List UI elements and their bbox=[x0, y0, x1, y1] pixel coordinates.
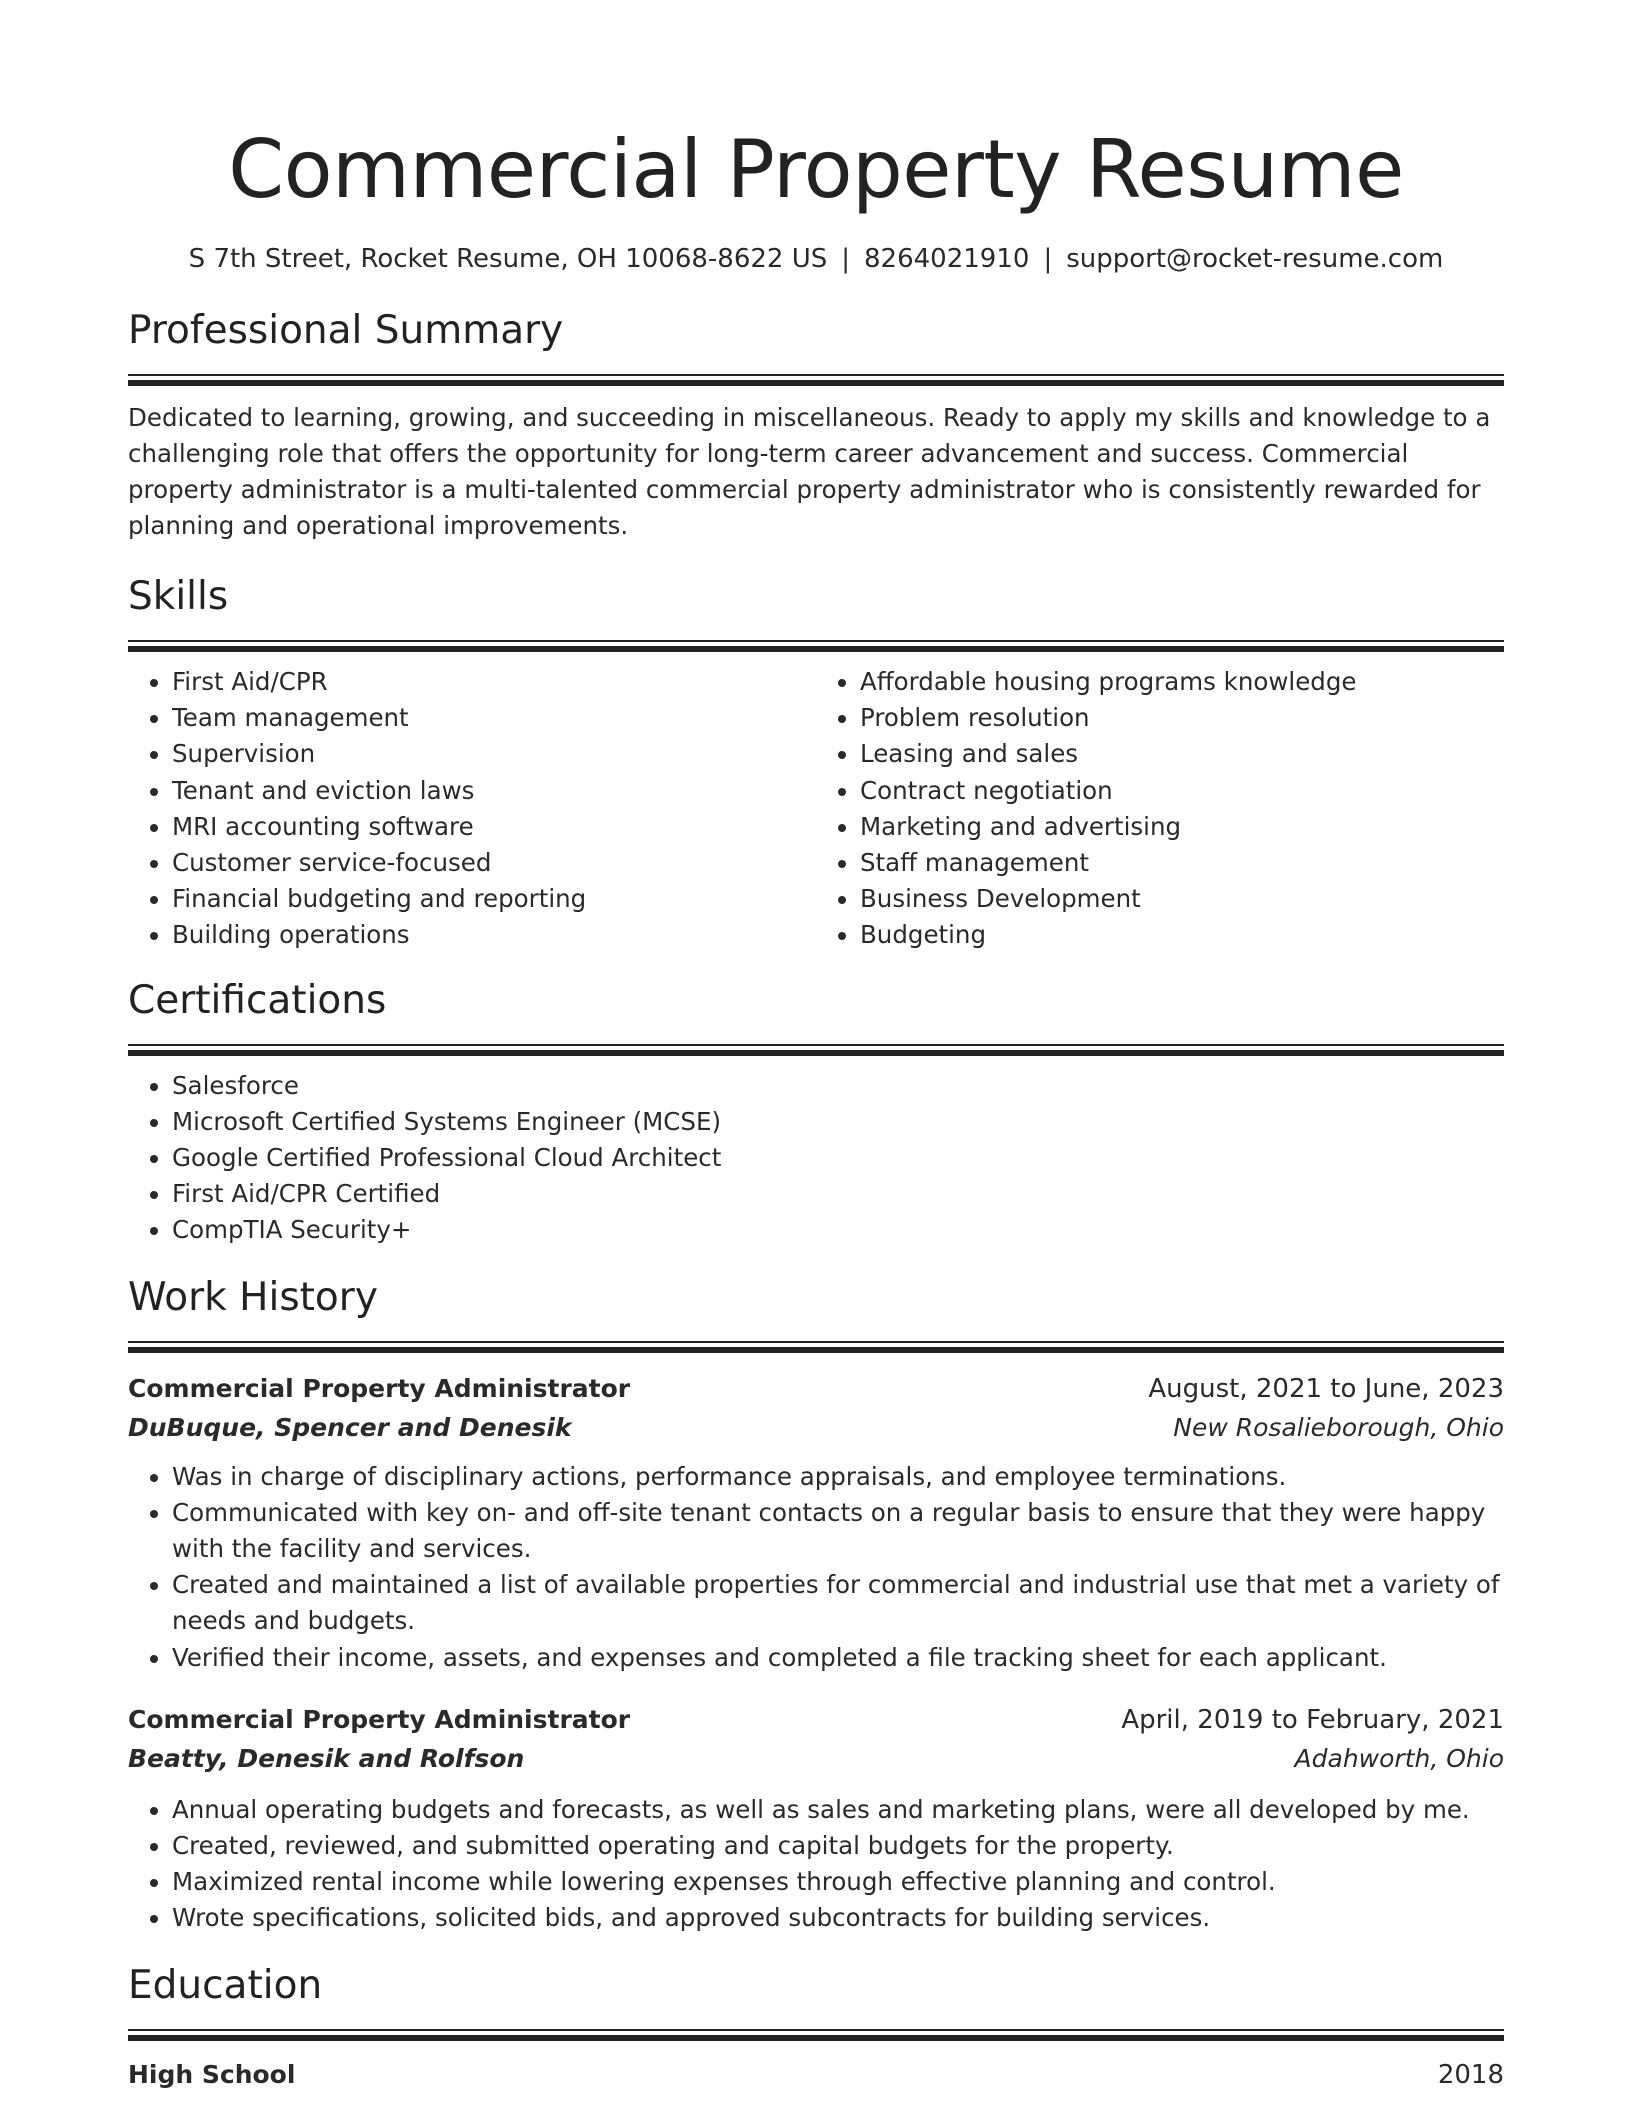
list-item: • Customer service-focused bbox=[172, 845, 816, 881]
section-divider bbox=[128, 374, 1504, 386]
job-company: Beatty, Denesik and Rolfson bbox=[128, 1743, 525, 1773]
list-item: • Tenant and eviction laws bbox=[172, 773, 816, 809]
job-subheader bbox=[128, 1409, 1504, 1447]
skills-list-left bbox=[128, 664, 816, 954]
contact-separator: | bbox=[841, 244, 851, 274]
list-item: • Building operations bbox=[172, 917, 816, 953]
work-history-section bbox=[128, 1273, 1504, 1937]
list-item: • Supervision bbox=[172, 736, 816, 772]
job-location: Adahworth, Ohio bbox=[1294, 1743, 1504, 1773]
list-item: • Google Certified Professional Cloud Architect bbox=[172, 1140, 1504, 1176]
resume-page bbox=[128, 0, 1504, 2095]
education-year: 2018 bbox=[1437, 2059, 1504, 2090]
list-item: • MRI accounting software bbox=[172, 809, 816, 845]
list-item: • Financial budgeting and reporting bbox=[172, 881, 816, 917]
job-header bbox=[128, 1369, 1504, 1409]
list-item: • First Aid/CPR bbox=[172, 664, 816, 700]
job-dates: August, 2021 to June, 2023 bbox=[1148, 1373, 1504, 1404]
contact-separator: | bbox=[1043, 244, 1053, 274]
list-item: • First Aid/CPR Certified bbox=[172, 1176, 1504, 1212]
job-location: New Rosalieborough, Ohio bbox=[1173, 1412, 1504, 1442]
job-header bbox=[128, 1700, 1504, 1740]
list-item: • Staff management bbox=[860, 845, 1504, 881]
skills-columns bbox=[128, 664, 1504, 954]
section-title-work-history: Work History bbox=[128, 1274, 378, 1320]
skills-list-right bbox=[816, 664, 1504, 954]
list-item: • Verified their income, assets, and expenses and completed a file tracking sheet for each applicant. bbox=[172, 1640, 1504, 1676]
list-item: • Microsoft Certified Systems Engineer (MCSE) bbox=[172, 1104, 1504, 1140]
job-company: DuBuque, Spencer and Denesik bbox=[128, 1412, 572, 1442]
skills-section bbox=[128, 572, 1504, 954]
section-title-skills: Skills bbox=[128, 574, 229, 619]
list-item: • Budgeting bbox=[860, 917, 1504, 953]
job-bullets bbox=[128, 1459, 1504, 1676]
list-item: • Created, reviewed, and submitted operating and capital budgets for the property. bbox=[172, 1828, 1504, 1864]
list-item: • Leasing and sales bbox=[860, 736, 1504, 772]
section-title-education: Education bbox=[128, 1962, 323, 2008]
contact-phone: 8264021910 bbox=[864, 244, 1030, 274]
list-item: • Contract negotiation bbox=[860, 773, 1504, 809]
list-item: • Team management bbox=[172, 700, 816, 736]
contact-email: support@rocket-resume.com bbox=[1066, 244, 1444, 274]
certifications-list bbox=[128, 1068, 1504, 1249]
education-section bbox=[128, 1961, 1504, 2095]
list-item: • Was in charge of disciplinary actions, performance appraisals, and employee terminations. bbox=[172, 1459, 1504, 1495]
education-degree: High School bbox=[128, 2059, 296, 2089]
summary-text: Dedicated to learning, growing, and succeeding in miscellaneous. Ready to apply my skills and knowledge to a challenging role that offers the opportunity for long-term career advancement and success. Commercial property administrator is a multi-talented commercial property administrator who is consistently rewarded for planning and operational improvements. bbox=[128, 403, 1491, 540]
list-item: • Affordable housing programs knowledge bbox=[860, 664, 1504, 700]
list-item: • Business Development bbox=[860, 881, 1504, 917]
section-divider bbox=[128, 640, 1504, 652]
job-title: Commercial Property Administrator bbox=[128, 1373, 631, 1403]
section-divider bbox=[128, 1341, 1504, 1353]
summary-section bbox=[128, 306, 1504, 544]
contact-line bbox=[128, 242, 1504, 276]
list-item: • Marketing and advertising bbox=[860, 809, 1504, 845]
certifications-section bbox=[128, 976, 1504, 1249]
list-item: • CompTIA Security+ bbox=[172, 1212, 1504, 1248]
resume-name: Commercial Property Resume bbox=[228, 123, 1404, 216]
list-item: • Salesforce bbox=[172, 1068, 1504, 1104]
section-title-certifications: Certifications bbox=[128, 977, 387, 1023]
contact-address: S 7th Street, Rocket Resume, OH 10068-8622 US bbox=[188, 244, 828, 274]
list-item: • Wrote specifications, solicited bids, and approved subcontracts for building services. bbox=[172, 1900, 1504, 1936]
section-divider bbox=[128, 1044, 1504, 1056]
education-entry bbox=[128, 2055, 1504, 2095]
job-subheader bbox=[128, 1740, 1504, 1778]
list-item: • Annual operating budgets and forecasts, as well as sales and marketing plans, were all developed by me. bbox=[172, 1792, 1504, 1828]
job-bullets bbox=[128, 1792, 1504, 1937]
job-entry bbox=[128, 1369, 1504, 1676]
section-divider bbox=[128, 2029, 1504, 2041]
list-item: • Created and maintained a list of available properties for commercial and industrial use that met a variety of needs and budgets. bbox=[172, 1567, 1504, 1639]
list-item: • Communicated with key on- and off-site tenant contacts on a regular basis to ensure that they were happy with the facility and services. bbox=[172, 1495, 1504, 1567]
job-entry bbox=[128, 1700, 1504, 1937]
job-dates: April, 2019 to February, 2021 bbox=[1121, 1704, 1504, 1735]
list-item: • Maximized rental income while lowering expenses through effective planning and control. bbox=[172, 1864, 1504, 1900]
job-title: Commercial Property Administrator bbox=[128, 1704, 631, 1734]
list-item: • Problem resolution bbox=[860, 700, 1504, 736]
section-title-summary: Professional Summary bbox=[128, 308, 564, 353]
